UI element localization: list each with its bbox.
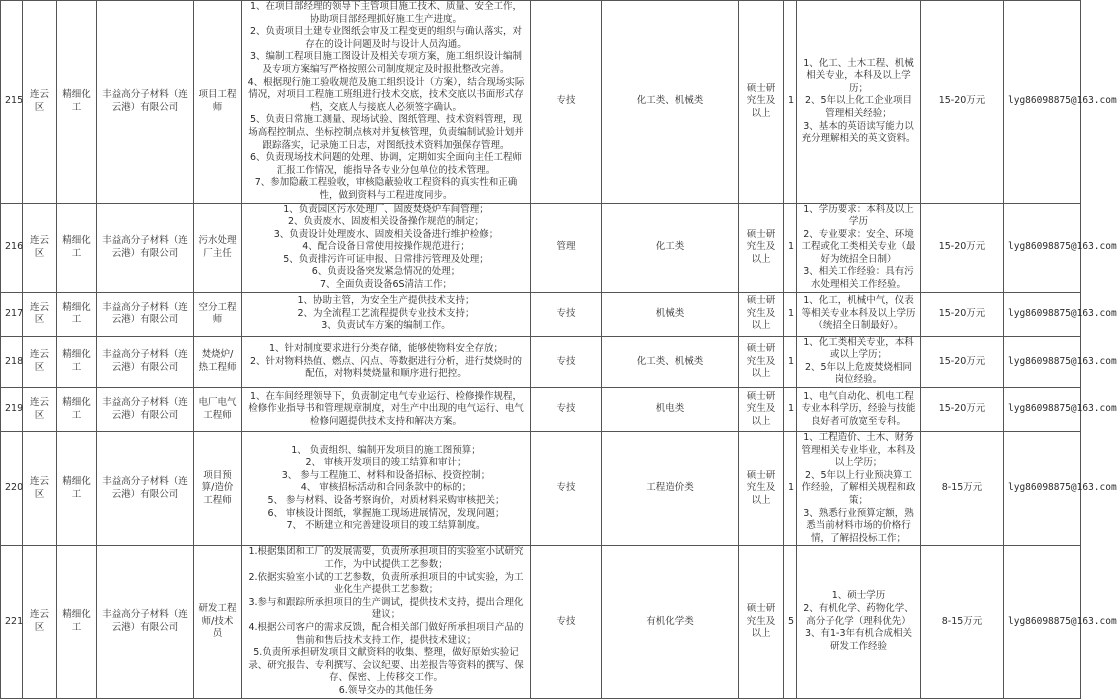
duty-line: 6、负责现场技术问题的处理、协调，定期如实全面向主任工程师汇报工作情况，能指导各专业分包单位的技术管理。: [249, 152, 523, 176]
duty-line: 1、协助主管，为安全生产提供技术支持；: [297, 295, 475, 307]
job-duties-cell: [242, 292, 531, 336]
company-cell: 丰益高分子材料（连云港）有限公司: [97, 203, 194, 292]
duty-line: 1、 负责组织、编制开发项目的施工图预算；: [291, 444, 481, 456]
industry-cell: 精细化工: [57, 1, 97, 204]
duty-line: 2、负责废水、固废相关设备操作规范的制定；: [287, 216, 485, 228]
requirement-line: 3、有1-3年有机合成相关研发工作经验: [804, 628, 913, 652]
email-cell: lyg86098875@163.com: [1004, 203, 1081, 292]
education-cell: 硕士研究生及以上: [739, 1, 784, 204]
job-type-cell: 管理: [531, 203, 602, 292]
duty-line: 3、负责试车方案的编制工作。: [321, 320, 451, 332]
table-row: [1, 336, 1081, 387]
education-cell: 硕士研究生及以上: [739, 546, 784, 698]
job-type-cell: 专技: [531, 432, 602, 546]
duty-line: 3、 参与工程施工、材料和设备招标、投资控制；: [281, 469, 491, 481]
salary-cell: 15-20万元: [921, 292, 1004, 336]
position-cell: 焚烧炉/热工程师: [194, 336, 242, 387]
major-cell: 机械类: [602, 292, 739, 336]
duty-line: 1、负责园区污水处理厂、固废焚烧炉车间管理；: [283, 203, 489, 215]
email-cell: lyg86098875@163.com: [1004, 1, 1081, 204]
company-cell: 丰益高分子材料（连云港）有限公司: [97, 292, 194, 336]
row-number: 216: [1, 203, 23, 292]
district-cell: 连云区: [23, 336, 57, 387]
duty-line: 3、编制工程项目施工图设计及相关专项方案，施工组织设计编制及专项方案编写严格按照公司制度规定及时报批整改完善。: [249, 51, 523, 75]
salary-cell: 8-15万元: [921, 432, 1004, 546]
major-cell: 机电类: [602, 388, 739, 432]
position-cell: 污水处理厂主任: [194, 203, 242, 292]
duty-line: 3.参与和跟踪所承担项目的生产调试，提供技术支持，提出合理化建议；: [248, 596, 524, 621]
duty-line: 5、负责日常施工测量、现场试验、图纸管理、技术资料管理，现场高程控制点、坐标控制点核对并复核管理，负责编制试验计划并跟踪落实，记录施工日志，对图纸技术资料加强保存管理。: [248, 114, 524, 151]
duty-line: 2、为全流程工艺流程提供专业技术支持；: [297, 307, 475, 319]
headcount-cell: 1: [784, 203, 797, 292]
requirement-line: 3、熟悉行业预算定额，熟悉当前材料市场的价格行情，了解招投标工作；: [803, 507, 914, 544]
requirement-line: 1、化工、土木工程、机械相关专业，本科及以上学历；: [803, 57, 914, 94]
email-cell: lyg86098875@163.com: [1004, 546, 1081, 698]
table-row: [1, 1, 1081, 204]
requirements-cell: [797, 1, 921, 204]
row-number: 218: [1, 336, 23, 387]
requirement-line: 2、专业要求：安全、环境工程或化工类相关专业（最好为统招全日制）: [801, 228, 916, 265]
headcount-cell: 1: [784, 1, 797, 204]
duty-line: 4、配合设备日常使用按操作规范进行；: [302, 241, 470, 253]
row-number: 220: [1, 432, 23, 546]
salary-cell: 15-20万元: [921, 336, 1004, 387]
salary-cell: 15-20万元: [921, 1, 1004, 204]
row-number: 221: [1, 546, 23, 698]
headcount-cell: 1: [784, 388, 797, 432]
duty-line: 4、 审核招标活动和合同条款中的标的；: [300, 482, 472, 494]
requirement-line: 1、电气自动化、机电工程专业本科学历，经验与技能良好者可放宽至专科。: [801, 390, 916, 427]
industry-cell: 精细化工: [57, 546, 97, 698]
district-cell: 连云区: [23, 203, 57, 292]
job-type-cell: 专技: [531, 292, 602, 336]
company-cell: 丰益高分子材料（连云港）有限公司: [97, 388, 194, 432]
industry-cell: 精细化工: [57, 432, 97, 546]
education-cell: 硕士研究生及以上: [739, 388, 784, 432]
email-cell: lyg86098875@163.com: [1004, 336, 1081, 387]
salary-cell: 8-15万元: [921, 546, 1004, 698]
job-duties-cell: [242, 432, 531, 546]
position-cell: 电厂电气工程师: [194, 388, 242, 432]
education-cell: 硕士研究生及以上: [739, 336, 784, 387]
job-type-cell: 专技: [531, 1, 602, 204]
email-cell: lyg86098875@163.com: [1004, 388, 1081, 432]
duty-line: 5.负责所承担研发项目文献资料的收集、整理，做好原始实验记录、研究报告、专利撰写、会议纪要、出差报告等资料的撰写、保存、保密、上传移交工作。: [248, 647, 524, 684]
district-cell: 连云区: [23, 388, 57, 432]
industry-cell: 精细化工: [57, 388, 97, 432]
duty-line: 6、 审核设计图纸，掌握施工现场进展情况，发现问题；: [267, 507, 505, 519]
duty-line: 7、参加隐蔽工程验收，审核隐蔽验收工程资料的真实性和正确性，做到资料与工程进度同步。: [254, 177, 518, 201]
table-row: [1, 388, 1081, 432]
job-duties-cell: [242, 388, 531, 432]
duty-line: 1.根据集团和工厂的发展需要，负责所承担项目的实验室小试研究工作，为中试提供工艺参数；: [248, 546, 524, 570]
row-number: 217: [1, 292, 23, 336]
education-cell: 硕士研究生及以上: [739, 292, 784, 336]
education-cell: 硕士研究生及以上: [739, 203, 784, 292]
duty-line: 7、 不断建立和完善建设项目的竣工结算制度。: [286, 520, 486, 532]
position-cell: 项目工程师: [194, 1, 242, 204]
requirement-line: 2、5年以上危废焚烧相同岗位经验。: [804, 361, 913, 386]
job-duties-cell: [242, 546, 531, 698]
industry-cell: 精细化工: [57, 336, 97, 387]
duty-line: 1、在车间经理领导下，负责制定电气专业运行、检修操作规程，检修作业指导书和管理规章制度，对生产中出现的电气运行、电气检修问题提供技术支持和解决方案。: [248, 390, 524, 427]
position-cell: 研发工程师/技术员: [194, 546, 242, 698]
requirements-cell: [797, 336, 921, 387]
duty-line: 2、负责项目土建专业图纸会审及工程变更的组织与确认落实，对存在的设计问题及时与设计人员沟通。: [249, 26, 523, 50]
major-cell: 工程造价类: [602, 432, 739, 546]
position-cell: 空分工程师: [194, 292, 242, 336]
requirements-cell: [797, 292, 921, 336]
row-number: 219: [1, 388, 23, 432]
job-type-cell: 专技: [531, 336, 602, 387]
job-type-cell: 专技: [531, 388, 602, 432]
duty-line: 6.领导交办的其他任务: [338, 684, 434, 696]
table-row: [1, 292, 1081, 336]
email-cell: lyg86098875@163.com: [1004, 432, 1081, 546]
requirement-line: 2、5年以上行业预决算工作经验，了解相关规程和政策；: [801, 469, 916, 506]
major-cell: 化工类、机械类: [602, 1, 739, 204]
job-duties-cell: [242, 1, 531, 204]
company-cell: 丰益高分子材料（连云港）有限公司: [97, 336, 194, 387]
education-cell: 硕士研究生及以上: [739, 432, 784, 546]
duty-line: 2、 审核开发项目的竣工结算和审计；: [305, 457, 467, 469]
requirement-line: 2、有机化学、药物化学、高分子化学（理科优先）: [803, 603, 914, 627]
row-number: 215: [1, 1, 23, 204]
requirement-line: 1、化工类相关专业，本科或以上学历；: [803, 336, 914, 361]
requirements-cell: [797, 388, 921, 432]
duty-line: 4.根据公司客户的需求反馈，配合相关部门做好所承担项目产品的售前和售后技术支持工作，提供技术建议；: [248, 621, 524, 646]
duty-line: 7、全面负责设备6S清洁工作；: [319, 279, 453, 291]
company-cell: 丰益高分子材料（连云港）有限公司: [97, 1, 194, 204]
requirements-cell: [797, 432, 921, 546]
table-row: [1, 546, 1081, 698]
district-cell: 连云区: [23, 546, 57, 698]
industry-cell: 精细化工: [57, 203, 97, 292]
requirement-line: 1、化工，机械中气，仪表等相关专业本科及以上学历（统招全日制最好）。: [801, 295, 916, 332]
duty-line: 2.依据实验室小试的工艺参数，负责所承担项目的中试实验，为工业化生产提供工艺参数；: [248, 571, 524, 596]
requirements-cell: [797, 203, 921, 292]
requirement-line: 1、硕士学历: [831, 590, 886, 602]
district-cell: 连云区: [23, 432, 57, 546]
major-cell: 化工类: [602, 203, 739, 292]
district-cell: 连云区: [23, 292, 57, 336]
headcount-cell: 1: [784, 432, 797, 546]
table-row: [1, 432, 1081, 546]
requirements-cell: [797, 546, 921, 698]
headcount-cell: 1: [784, 336, 797, 387]
requirement-line: 2、5年以上化工企业项目管理相关经验；: [804, 95, 913, 120]
salary-cell: 15-20万元: [921, 388, 1004, 432]
duty-line: 4、根据现行施工验收规范及施工组织设计（方案），结合现场实际情况，对项目工程施工班组进行技术交底，技术交底以书面形式存档，交底人与接底人必须签字确认。: [247, 76, 525, 113]
job-type-cell: 专技: [531, 546, 602, 698]
position-cell: 项目预算/造价工程师: [194, 432, 242, 546]
duty-line: 1、针对制度要求进行分类存储，能够使物料安全存放；: [268, 342, 504, 354]
company-cell: 丰益高分子材料（连云港）有限公司: [97, 432, 194, 546]
duty-line: 6、负责设备突发紧急情况的处理；: [311, 266, 461, 278]
duty-line: 5、负责排污许可证申报、日常排污管理及处理；: [283, 253, 489, 265]
headcount-cell: 5: [784, 546, 797, 698]
major-cell: 有机化学类: [602, 546, 739, 698]
duty-line: 3、负责设计处理废水、固废相关设备进行维护检修；: [273, 228, 499, 240]
email-cell: lyg86098875@163.com: [1004, 292, 1081, 336]
requirement-line: 3、相关工作经验：具有污水处理相关工作经验。: [803, 266, 914, 291]
requirement-line: 1、工程造价、土木、财务管理相关专业毕业，本科及以上学历；: [801, 432, 916, 469]
district-cell: 连云区: [23, 1, 57, 204]
industry-cell: 精细化工: [57, 292, 97, 336]
headcount-cell: 1: [784, 292, 797, 336]
job-duties-cell: [242, 336, 531, 387]
table-row: [1, 203, 1081, 292]
salary-cell: 15-20万元: [921, 203, 1004, 292]
requirement-line: 1、学历要求：本科及以上学历: [803, 203, 914, 228]
major-cell: 化工类、机械类: [602, 336, 739, 387]
duty-line: 1、在项目部经理的领导下主管项目施工技术、质量、安全工作，协助项目部经理抓好施工生产进度。: [249, 1, 523, 25]
duty-line: 2、针对物料热值、燃点、闪点、等数据进行分析，进行焚烧时的配伍，对物料焚烧量和顺序进行把控。: [249, 355, 523, 380]
company-cell: 丰益高分子材料（连云港）有限公司: [97, 546, 194, 698]
requirement-line: 3、基本的英语读写能力以充分理解相关的英文资料。: [801, 120, 916, 145]
duty-line: 5、 参与材料、设备考察询价，对质材料采购审核把关；: [267, 495, 505, 506]
job-duties-cell: [242, 203, 531, 292]
